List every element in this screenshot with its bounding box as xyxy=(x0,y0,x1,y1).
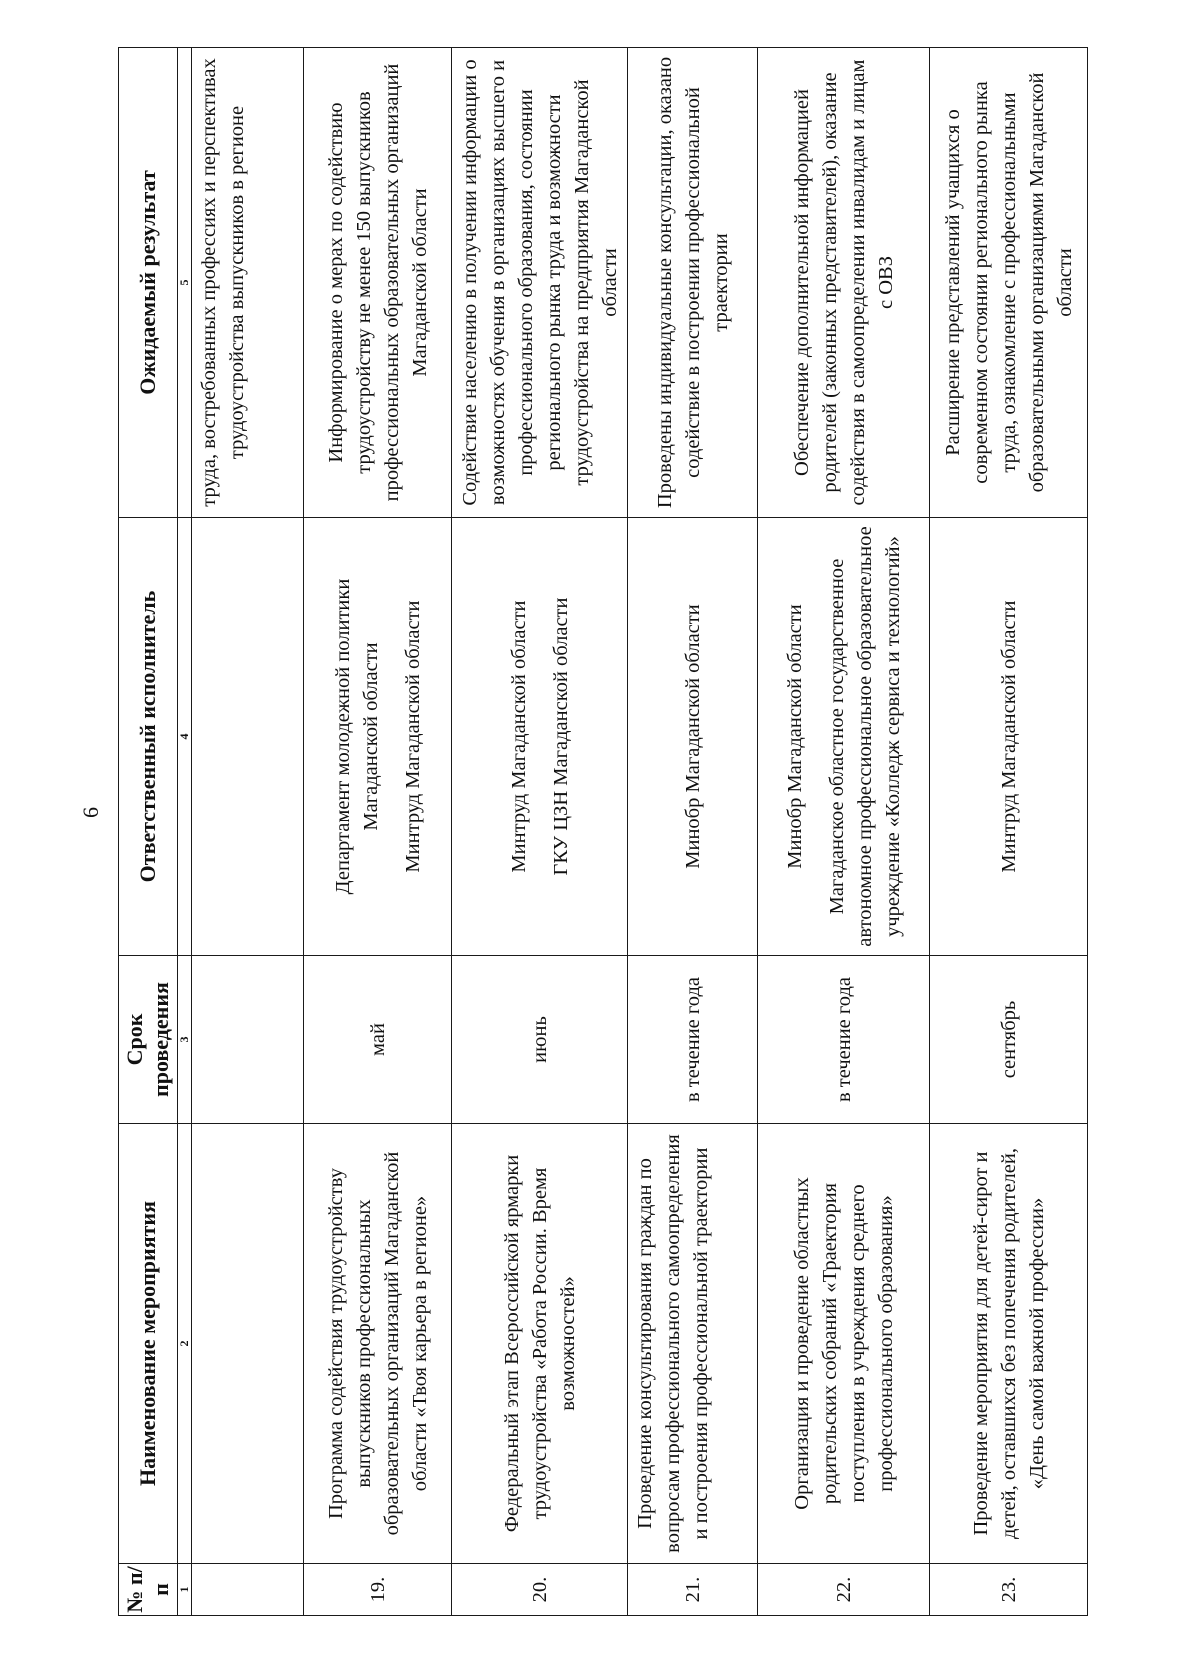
header-row xyxy=(119,48,178,1616)
continuation-row xyxy=(192,48,304,1616)
cell-num: 22. xyxy=(758,1564,930,1616)
table-row xyxy=(758,48,930,1616)
page-number: 6 xyxy=(78,807,103,818)
cell-num: 19. xyxy=(304,1564,452,1616)
cell-executor xyxy=(192,518,304,956)
table-row xyxy=(304,48,452,1616)
events-table xyxy=(118,47,1088,1616)
executor-line: Минтруд Магаданской области xyxy=(507,600,530,873)
cell-executor xyxy=(628,518,758,956)
cell-result: Обеспечение дополнительной информацией родителей (законных представителей), оказание содействия в самоопределении инвалидам и лицам с ОВЗ xyxy=(758,48,930,518)
executor-line: Минтруд Магаданской области xyxy=(401,600,424,873)
executor-line: Департамент молодежной политики Магаданской области xyxy=(331,578,382,895)
cell-executor xyxy=(758,518,930,956)
cell-term: сентябрь xyxy=(930,956,1088,1124)
cell-result: Расширение представлений учащихся о современном состоянии регионального рынка труда, ознакомление с профессиональными образовательными организациями Магаданской области xyxy=(930,48,1088,518)
column-number: 4 xyxy=(178,518,192,956)
executor-line: Минобр Магаданской области xyxy=(681,604,704,869)
column-number: 2 xyxy=(178,1124,192,1564)
header-name: Наименование мероприятия xyxy=(119,1124,178,1564)
executor-line: Минтруд Магаданской области xyxy=(997,600,1020,873)
cell-term: июнь xyxy=(452,956,628,1124)
cell-num xyxy=(192,1564,304,1616)
header-num: № п/п xyxy=(119,1564,178,1616)
cell-name: Программа содействия трудоустройству выпускников профессиональных образовательных организаций Магаданской области «Твоя карьера в регионе» xyxy=(304,1124,452,1564)
cell-result: Содействие населению в получении информации о возможностях обучения в организациях высшего и профессионального образования, состоянии регионального рынка труда и возможности трудоустройства на предприятия Магаданской области xyxy=(452,48,628,518)
cell-name: Проведение консультирования граждан по вопросам профессионального самоопределения и построения профессиональной траектории xyxy=(628,1124,758,1564)
column-number: 3 xyxy=(178,956,192,1124)
header-result: Ожидаемый результат xyxy=(119,48,178,518)
executor-line: Минобр Магаданской области xyxy=(783,604,806,869)
column-number: 5 xyxy=(178,48,192,518)
header-executor: Ответственный исполнитель xyxy=(119,518,178,956)
rotated-table-container xyxy=(118,48,1076,1616)
cell-name: Федеральный этап Всероссийской ярмарки трудоустройства «Работа России. Время возможностей» xyxy=(452,1124,628,1564)
cell-executor xyxy=(930,518,1088,956)
cell-result: Информирование о мерах по содействию трудоустройству не менее 150 выпускников профессиональных образовательных организаций Магаданской области xyxy=(304,48,452,518)
cell-name: Проведение мероприятия для детей-сирот и детей, оставшихся без попечения родителей, «День самой важной профессии» xyxy=(930,1124,1088,1564)
cell-num: 21. xyxy=(628,1564,758,1616)
cell-term xyxy=(192,956,304,1124)
column-number: 1 xyxy=(178,1564,192,1616)
header-term: Срок проведения xyxy=(119,956,178,1124)
cell-term: май xyxy=(304,956,452,1124)
cell-result: Проведены индивидуальные консультации, оказано содействие в построении профессиональной траектории xyxy=(628,48,758,518)
executor-line: ГКУ ЦЗН Магаданской области xyxy=(549,597,572,876)
table-row xyxy=(628,48,758,1616)
cell-name xyxy=(192,1124,304,1564)
table-row xyxy=(930,48,1088,1616)
cell-executor xyxy=(304,518,452,956)
column-numbers-row xyxy=(178,48,192,1616)
cell-executor xyxy=(452,518,628,956)
table-row xyxy=(452,48,628,1616)
executor-line: Магаданское областное государственное автономное профессиональное образовательное учреждение «Колледж сервиса и технологий» xyxy=(825,526,904,947)
cell-num: 20. xyxy=(452,1564,628,1616)
cell-term: в течение года xyxy=(628,956,758,1124)
cell-result: труда, востребованных профессиях и перспективах трудоустройства выпускников в регионе xyxy=(192,48,304,518)
cell-name: Организация и проведение областных родительских собраний «Траектория поступления в учреждения среднего профессионального образования» xyxy=(758,1124,930,1564)
cell-term: в течение года xyxy=(758,956,930,1124)
cell-num: 23. xyxy=(930,1564,1088,1616)
